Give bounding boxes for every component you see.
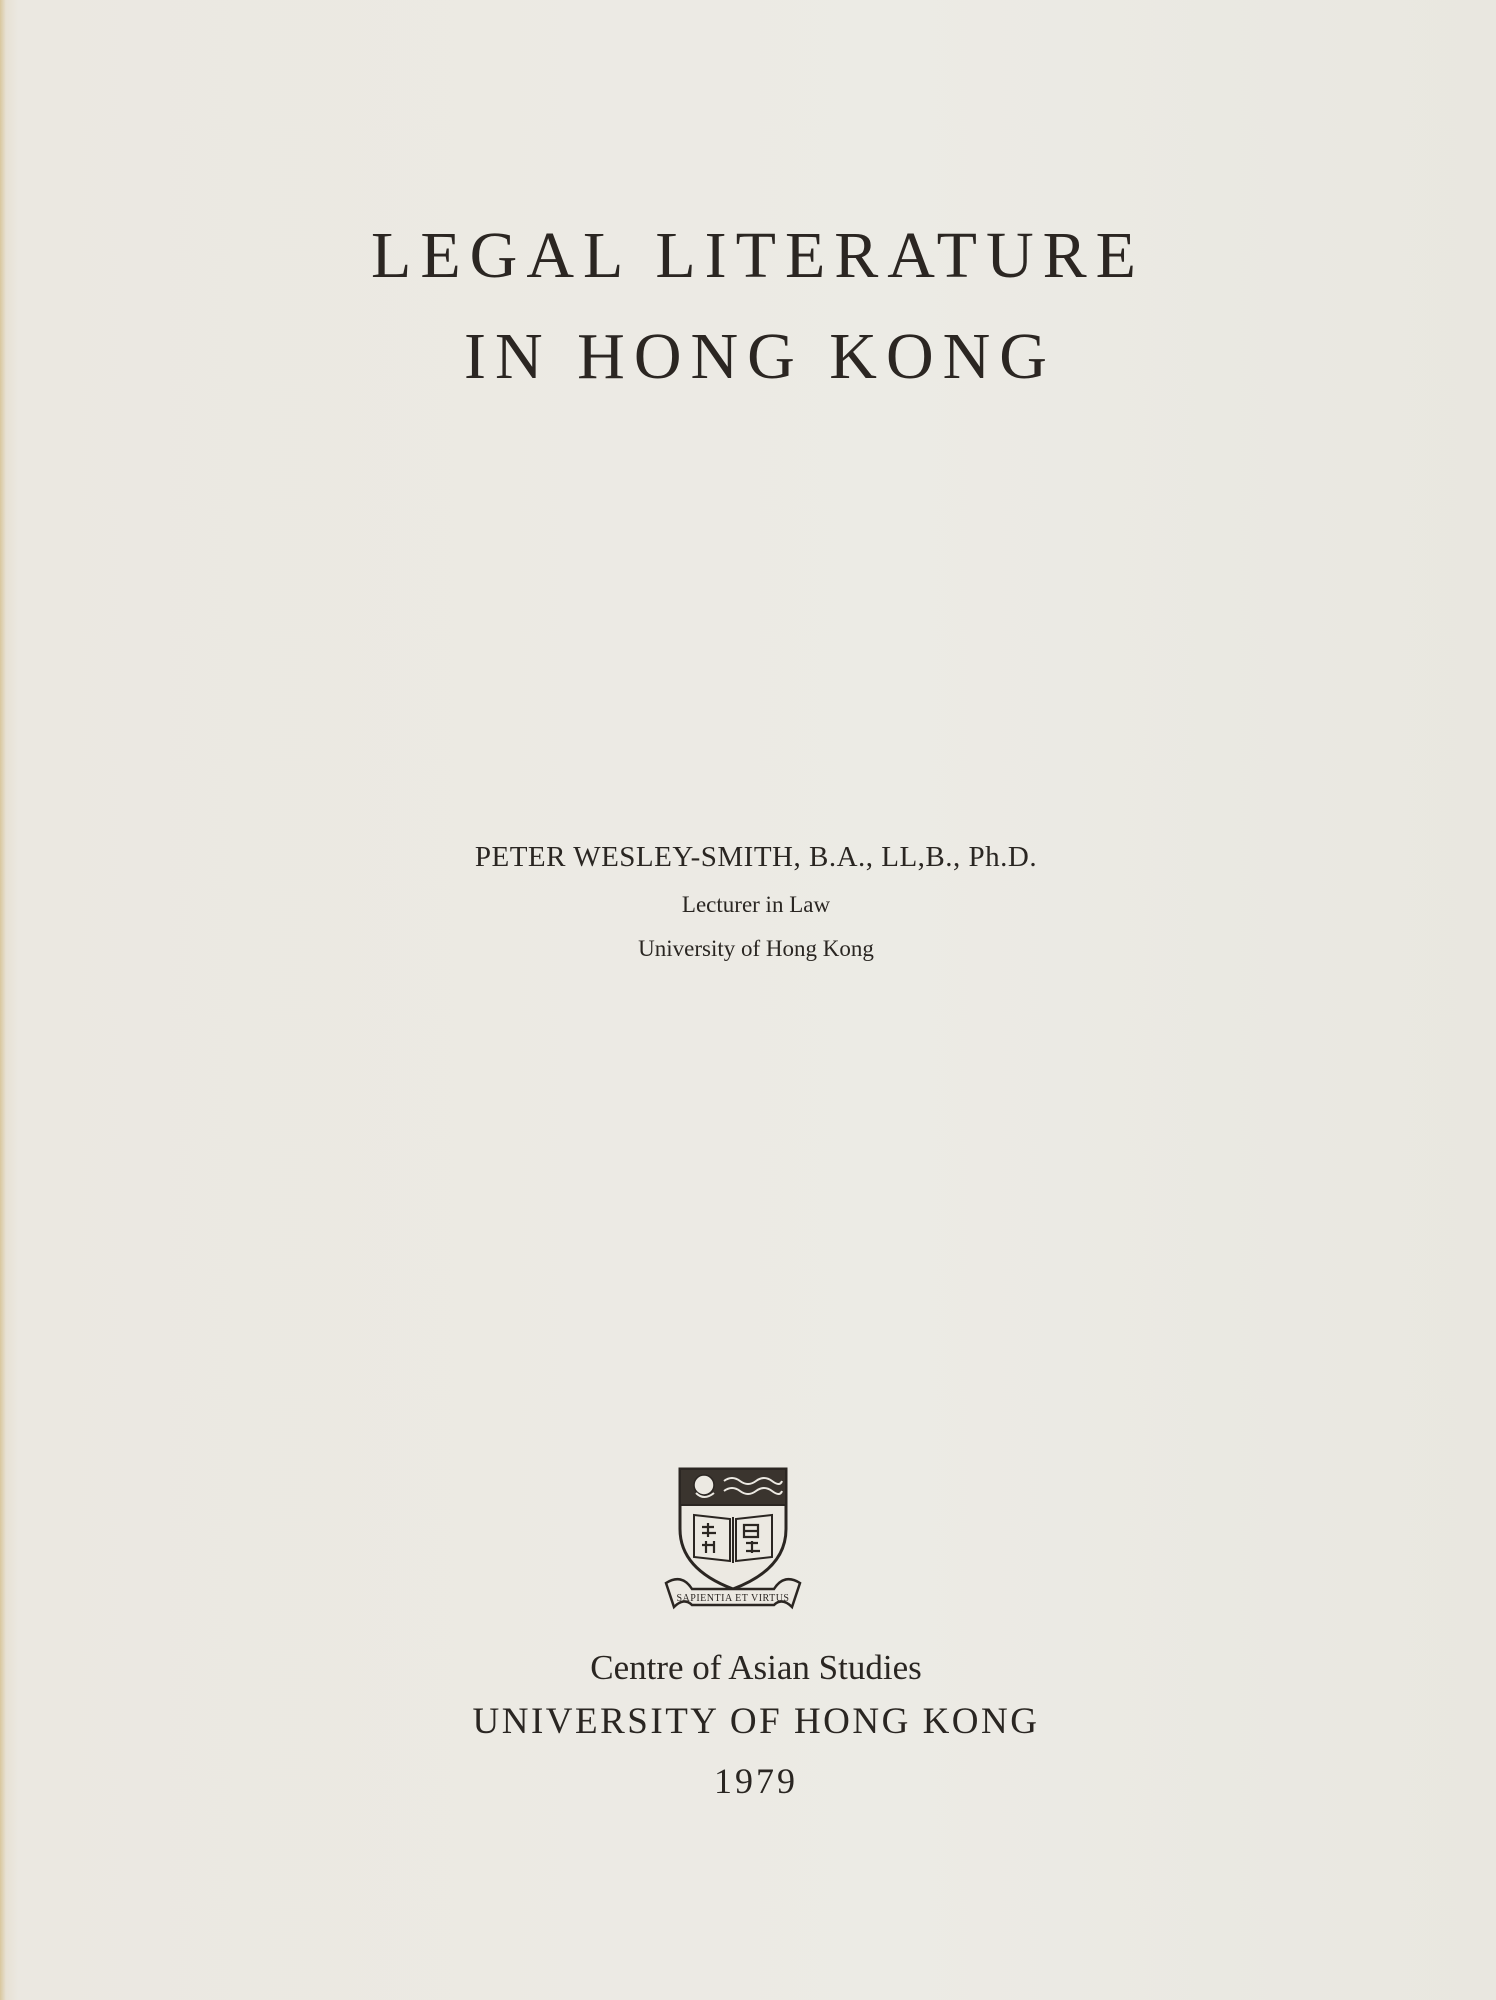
publication-year: 1979 xyxy=(714,1761,798,1801)
author-position: Lecturer in Law xyxy=(681,892,831,917)
publisher-university: UNIVERSITY OF HONG KONG xyxy=(472,1701,1040,1742)
book-title-line-1: LEGAL LITERATURE xyxy=(371,219,1145,292)
svg-text:SAPIENTIA ET VIRTUS: SAPIENTIA ET VIRTUS xyxy=(676,1593,790,1604)
university-crest-icon xyxy=(662,1465,804,1615)
author-name: PETER WESLEY-SMITH, B.A., LL,B., Ph.D. xyxy=(474,841,1038,873)
author-affiliation: University of Hong Kong xyxy=(638,936,874,961)
book-title-line-2: IN HONG KONG xyxy=(464,320,1056,393)
publisher-centre: Centre of Asian Studies xyxy=(590,1648,922,1687)
